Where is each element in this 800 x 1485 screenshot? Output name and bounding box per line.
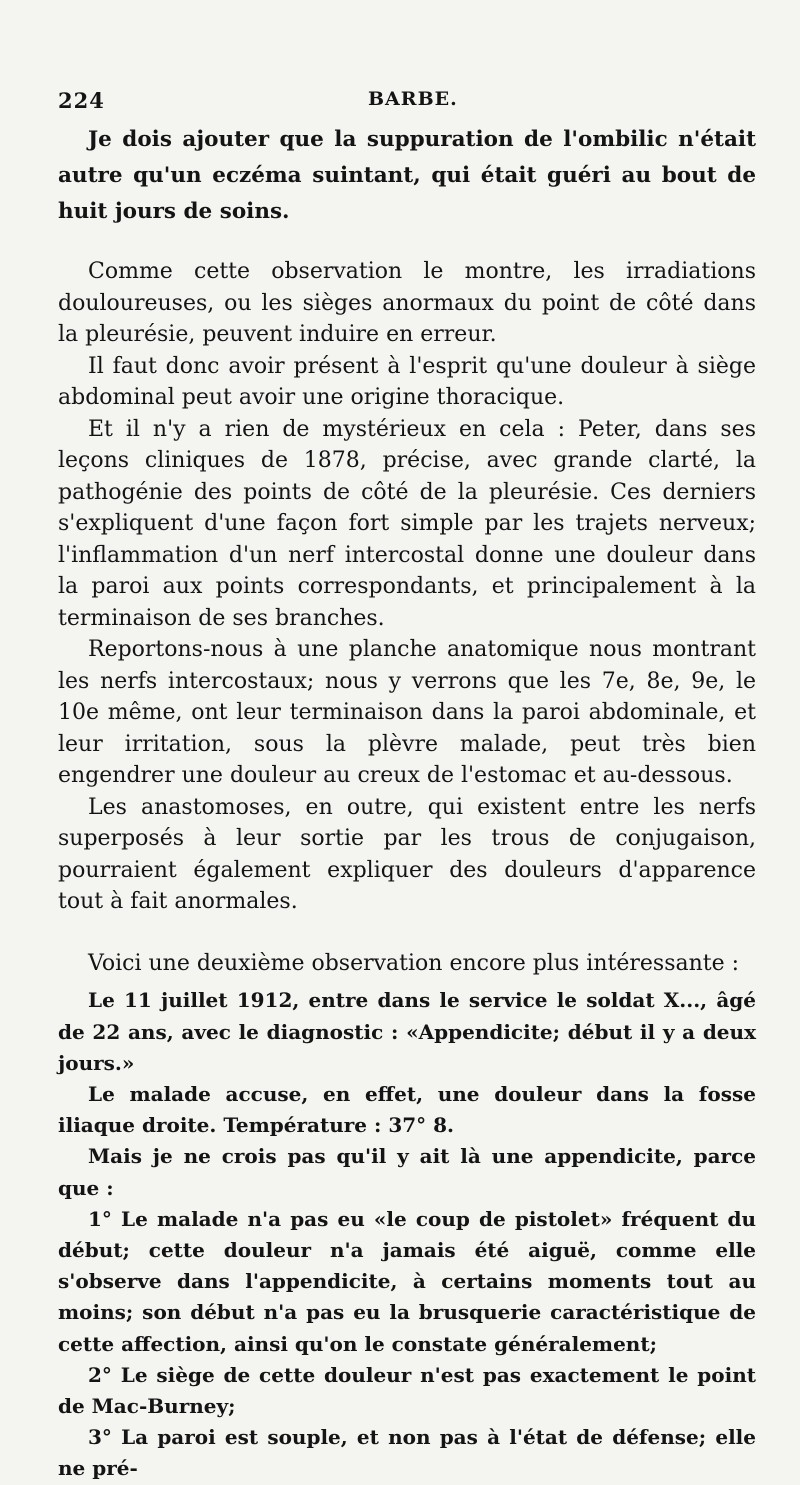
section-observation	[58, 985, 756, 1484]
paragraph: 1° Le malade n'a pas eu «le coup de pistolet» fréquent du début; cette douleur n'a jamais été aiguë, comme elle s'observe dans l'appendicite, à certains moments tout au moins; son début n'a pas eu la brusquerie caractéristique de cette affection, ainsi qu'on le constate généralement;	[58, 1206, 756, 1356]
page-number: 224	[58, 88, 105, 113]
body-text	[58, 122, 756, 1485]
paragraph: Le 11 juillet 1912, entre dans le service le soldat X..., âgé de 22 ans, avec le diagnostic : «Appendicite; début il y a deux jours.»	[58, 988, 756, 1075]
section-eczema	[58, 122, 756, 229]
running-title: BARBE.	[368, 88, 458, 110]
paragraph: Je dois ajouter que la suppuration de l'ombilic n'était autre qu'un eczéma suintant, qui était guéri au bout de huit jours de soins.	[58, 127, 756, 224]
paragraph: Le malade accuse, en effet, une douleur dans la fosse iliaque droite. Température : 37° 8.	[58, 1082, 756, 1138]
paragraph: Mais je ne crois pas qu'il y ait là une appendicite, parce que :	[58, 1144, 756, 1200]
paragraph: Il faut donc avoir présent à l'esprit qu'une douleur à siège abdominal peut avoir une origine thoracique.	[58, 353, 756, 411]
paragraph: Les anastomoses, en outre, qui existent entre les nerfs superposés à leur sortie par les trous de conjugaison, pourraient également expliquer des douleurs d'apparence tout à fait anormales.	[58, 794, 756, 915]
paragraph: 3° La paroi est souple, et non pas à l'état de défense; elle ne pré-	[58, 1425, 756, 1481]
section-pleuresie	[58, 256, 756, 918]
paragraph: Et il n'y a rien de mystérieux en cela : Peter, dans ses leçons cliniques de 1878, précise, avec grande clarté, la pathogénie des points de côté de la pleurésie. Ces derniers s'expliquent d'une façon fort simple par les trajets nerveux; l'inflammation d'un nerf intercostal donne une douleur dans la paroi aux points correspondants, et principalement à la terminaison de ses branches.	[58, 416, 756, 631]
paragraph: Comme cette observation le montre, les irradiations douloureuses, ou les sièges anormaux du point de côté dans la pleurésie, peuvent induire en erreur.	[58, 259, 756, 348]
section-voici	[58, 948, 756, 980]
paragraph: 2° Le siège de cette douleur n'est pas exactement le point de Mac-Burney;	[58, 1362, 756, 1419]
paragraph: Voici une deuxième observation encore plus intéressante :	[88, 950, 740, 976]
running-head	[58, 88, 740, 118]
paragraph: Reportons-nous à une planche anatomique nous montrant les nerfs intercostaux; nous y verrons que les 7e, 8e, 9e, le 10e même, ont leur terminaison dans la paroi abdominale, et leur irritation, sous la plèvre malade, peut très bien engendrer une douleur au creux de l'estomac et au-dessous.	[58, 637, 756, 789]
